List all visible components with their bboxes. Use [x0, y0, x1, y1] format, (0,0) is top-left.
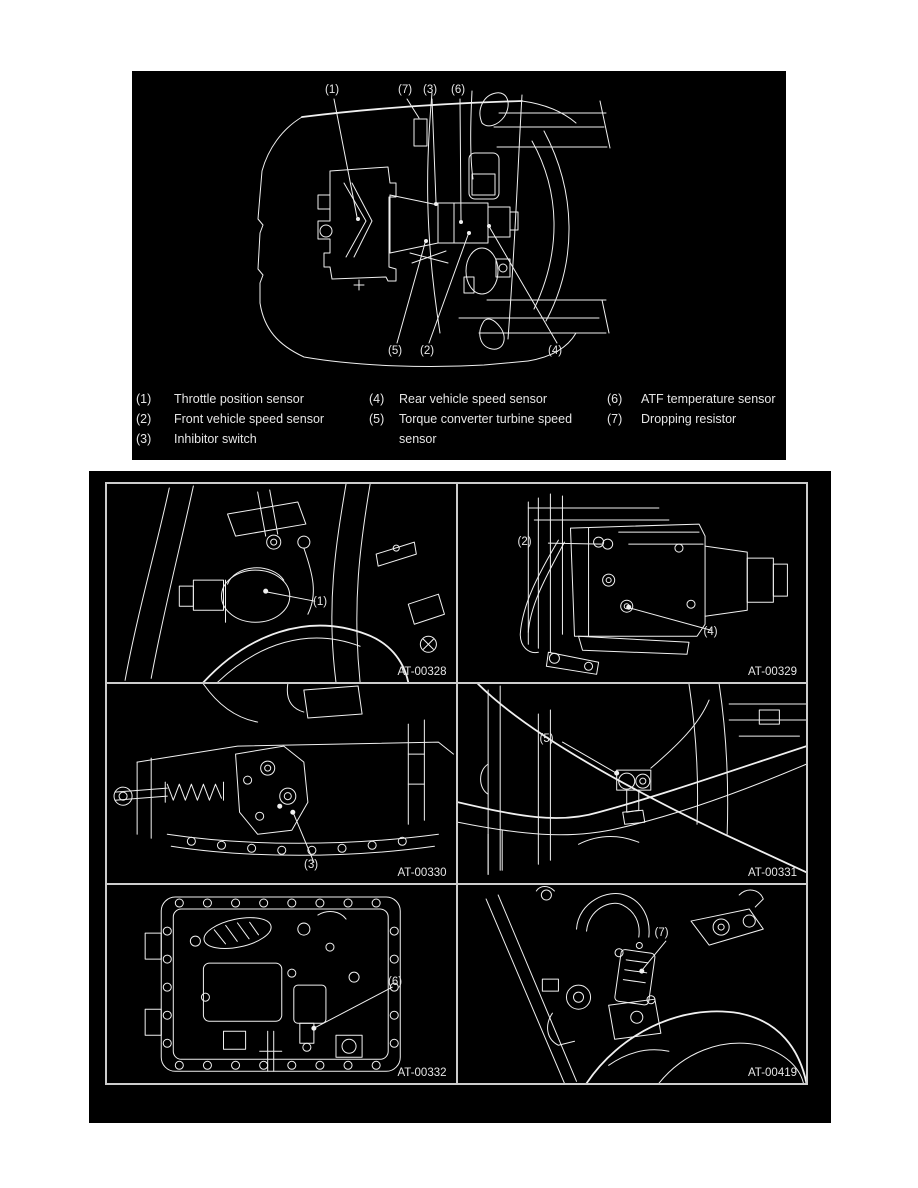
atf-temperature-sensor-drawing — [107, 885, 456, 1083]
legend-item-number: (3) — [136, 432, 152, 446]
legend-item — [136, 389, 324, 409]
legend-item — [369, 409, 577, 449]
legend-column-3 — [607, 389, 776, 429]
figure-sensor-locations — [132, 71, 786, 460]
figure-code: AT-00332 — [397, 1066, 447, 1079]
inhibitor-switch-drawing — [107, 684, 456, 882]
dropping-resistor-drawing — [458, 885, 807, 1083]
panel-callout-5: (5) — [539, 733, 554, 746]
car-body-outline — [258, 101, 576, 366]
callout-6: (6) — [451, 84, 466, 96]
panel-callout-4: (4) — [703, 626, 718, 638]
panel-callout-2: (2) — [517, 536, 532, 548]
callout-2: (2) — [420, 345, 435, 357]
panel-grid — [105, 482, 808, 1085]
callout-4: (4) — [548, 345, 563, 357]
panel-inhibitor-switch — [107, 684, 456, 882]
figure-code: AT-00329 — [747, 666, 797, 679]
legend-item-label: Rear vehicle speed sensor — [399, 392, 547, 406]
legend-item-label: Inhibitor switch — [174, 432, 257, 446]
dropping-resistor-shape — [414, 119, 427, 146]
legend-item — [369, 389, 577, 409]
turbine-speed-sensor-drawing — [458, 684, 807, 882]
throttle-position-sensor-drawing — [107, 484, 456, 682]
legend-item-number: (2) — [136, 412, 152, 426]
panel-callout-7: (7) — [654, 926, 669, 939]
panel-dropping-resistor — [458, 885, 807, 1083]
figure-code: AT-00328 — [397, 666, 447, 679]
legend-item-number: (1) — [136, 392, 152, 406]
figure-detail-panels — [89, 471, 831, 1123]
legend-item-label: ATF temperature sensor — [641, 392, 776, 406]
legend-column-1 — [136, 389, 324, 449]
legend-item-label: Throttle position sensor — [174, 392, 304, 406]
legend-item — [136, 429, 324, 449]
legend-column-2 — [369, 389, 577, 449]
legend-item-number: (5) — [369, 412, 385, 426]
figure-code: AT-00419 — [747, 1066, 797, 1079]
panel-callout-1: (1) — [313, 596, 328, 608]
legend-item-number: (7) — [607, 412, 623, 426]
panel-atf-temperature-sensor — [107, 885, 456, 1083]
callout-1: (1) — [325, 84, 340, 96]
figure-code: AT-00331 — [747, 866, 797, 879]
legend-item — [607, 409, 776, 429]
legend-item — [607, 389, 776, 409]
panel-throttle-position-sensor — [107, 484, 456, 682]
panel-turbine-speed-sensor — [458, 684, 807, 882]
legend-item-number: (6) — [607, 392, 623, 406]
transmission — [390, 195, 518, 253]
engine-block — [318, 167, 396, 290]
figure-code: AT-00330 — [397, 866, 447, 879]
legend-item-label: Torque converter turbine speed sensor — [399, 412, 573, 446]
frame-rail-rear — [459, 300, 609, 349]
panel-callout-3: (3) — [304, 859, 319, 872]
legend-item — [136, 409, 324, 429]
crossmember — [428, 91, 522, 339]
speed-sensors-drawing — [458, 484, 807, 682]
callout-7: (7) — [398, 84, 413, 96]
leader-lines — [334, 99, 557, 343]
callout-3: (3) — [423, 84, 438, 96]
legend-item-label: Front vehicle speed sensor — [174, 412, 325, 426]
legend-item-number: (4) — [369, 392, 385, 406]
panel-vehicle-speed-sensors — [458, 484, 807, 682]
panel-callout-6: (6) — [388, 975, 403, 988]
callout-5: (5) — [388, 345, 403, 357]
legend-item-label: Dropping resistor — [641, 412, 737, 426]
